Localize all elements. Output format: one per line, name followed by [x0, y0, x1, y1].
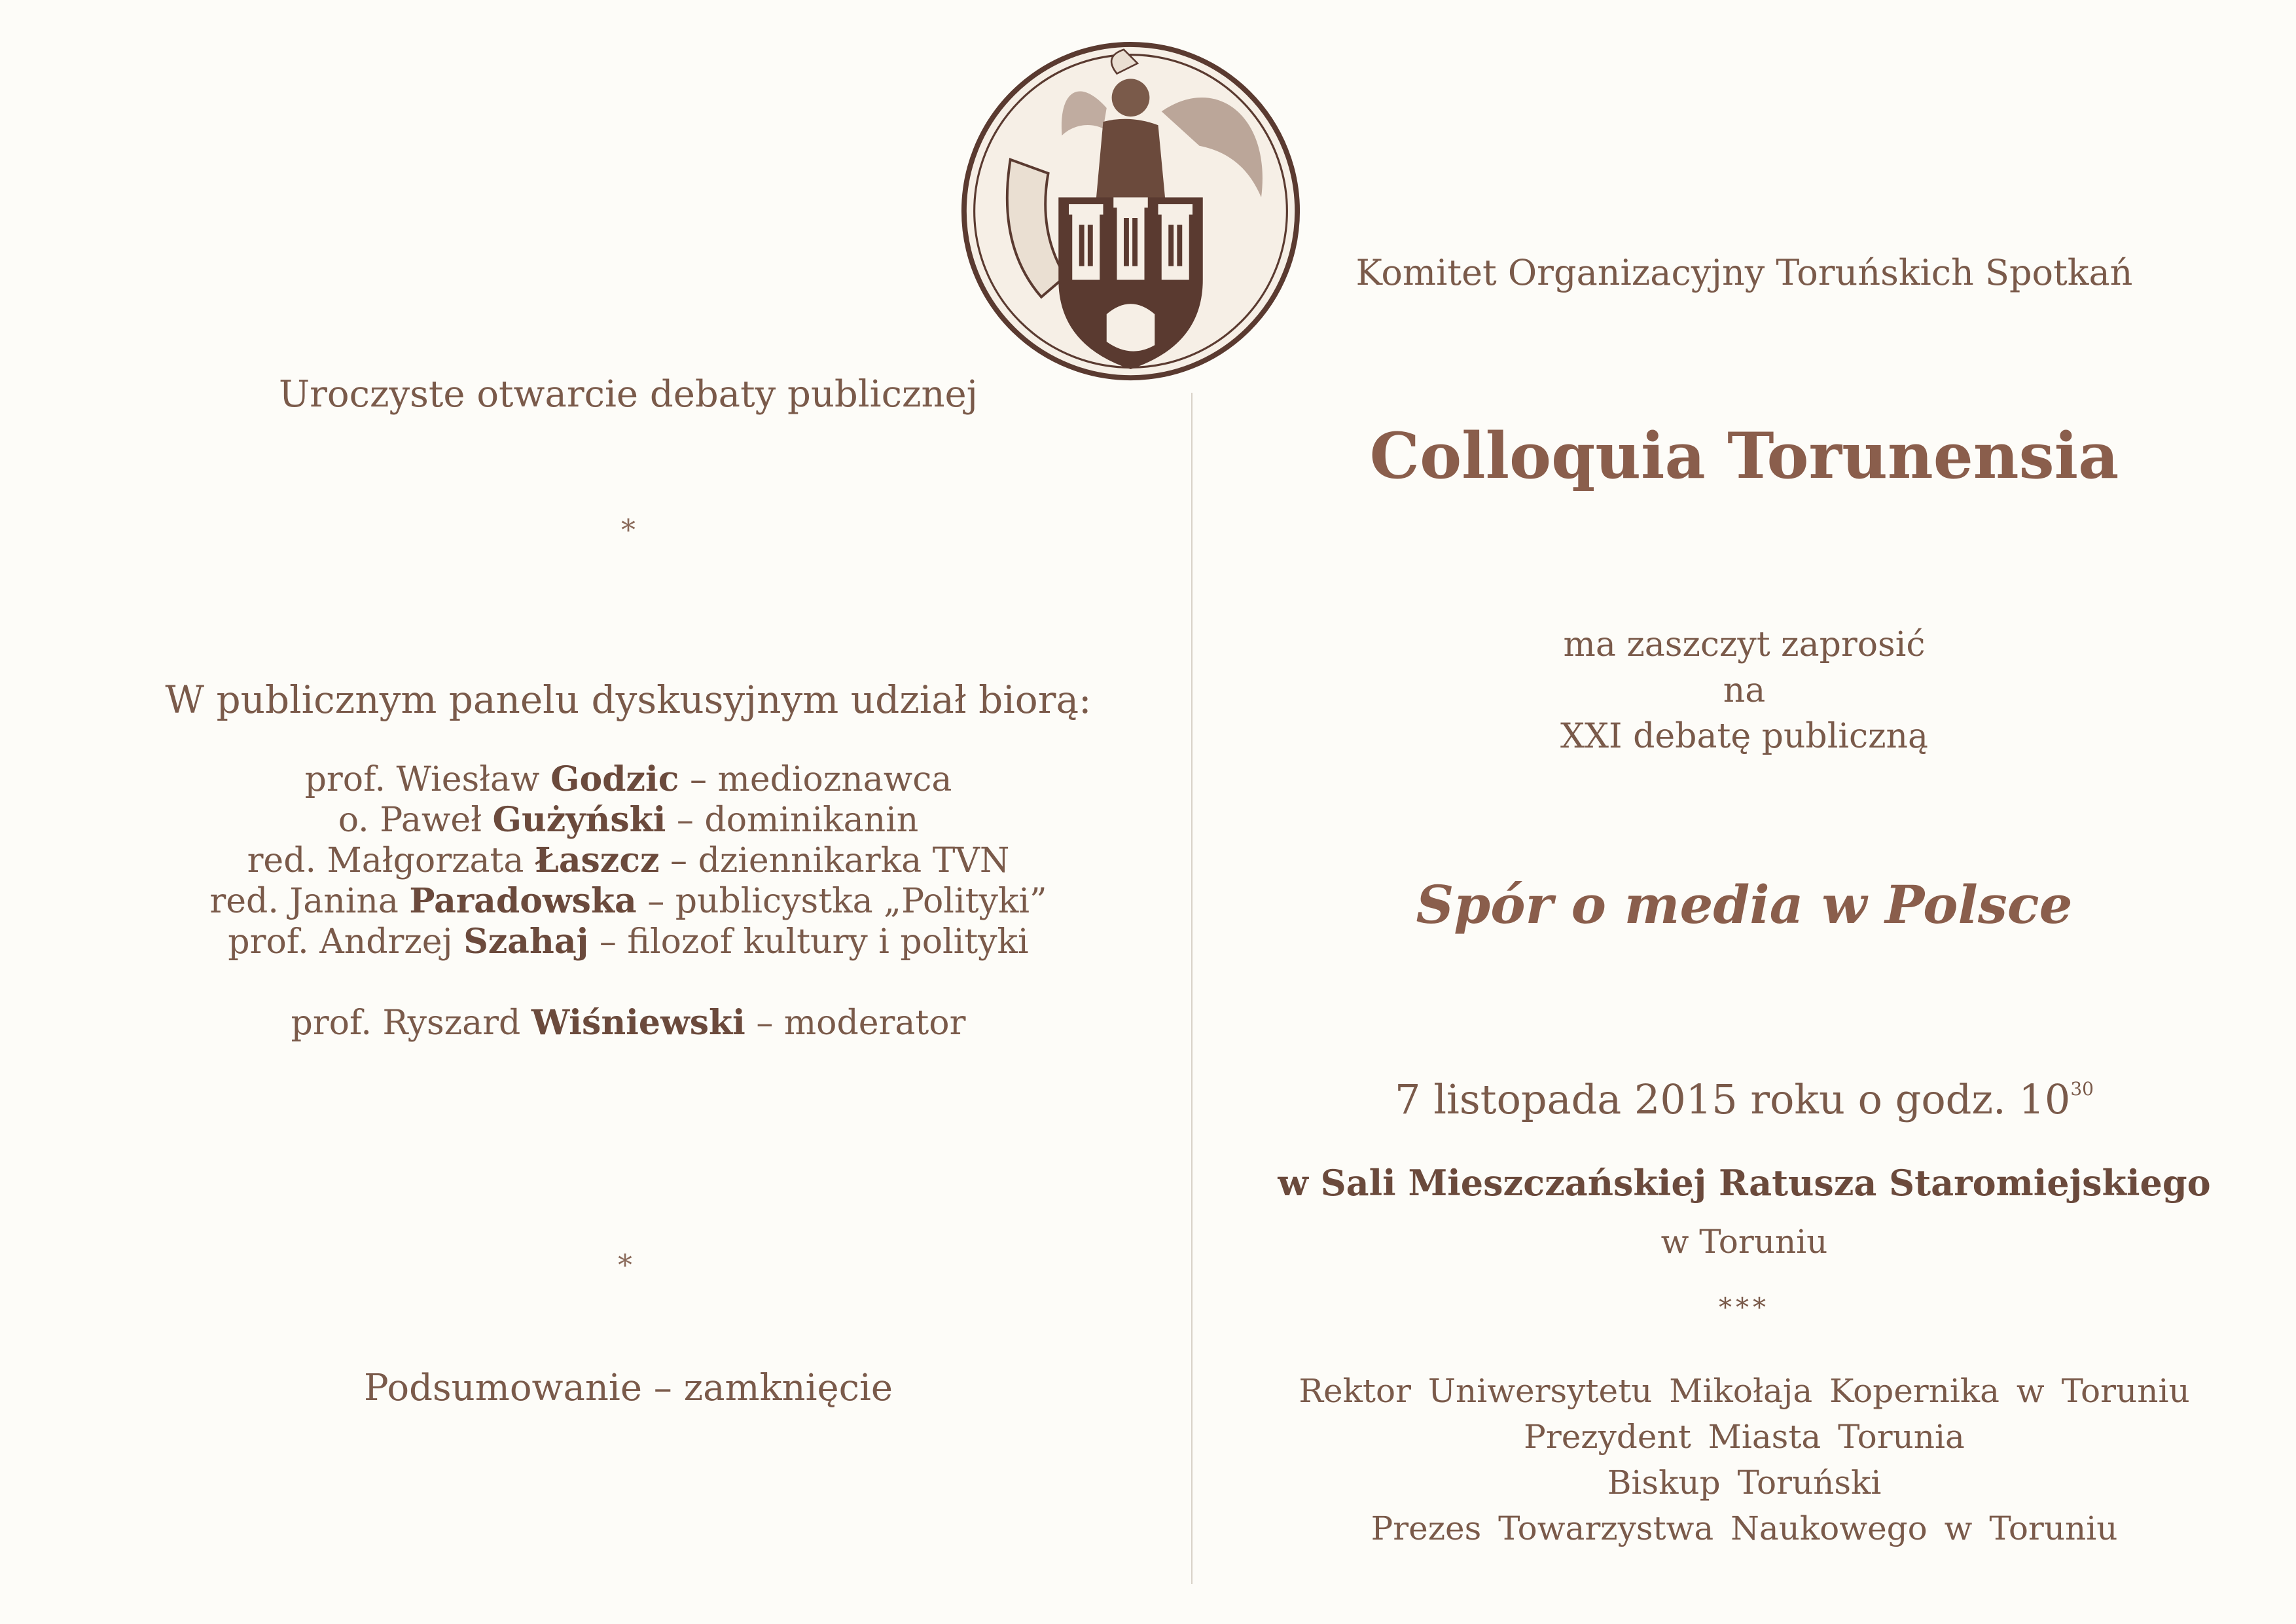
- closing-text: Podsumowanie – zamknięcie: [363, 1367, 893, 1409]
- event-time-minutes: 30: [2070, 1078, 2094, 1100]
- host-item: Prezydent Miasta Torunia: [1524, 1418, 1965, 1456]
- moderator-line: prof. Ryszard Wiśniewski – moderator: [291, 1003, 966, 1043]
- committee-name: Komitet Organizacyjny Toruńskich Spotkań: [1355, 252, 2133, 293]
- panelist-list: [131, 759, 1126, 962]
- panelist-item: red. Janina Paradowska – publicystka „Polityki”: [209, 881, 1047, 921]
- panelist-item: o. Paweł Gużyński – dominikanin: [338, 800, 919, 840]
- event-title: Colloquia Torunensia: [1369, 419, 2119, 493]
- event-venue: w Sali Mieszczańskiej Ratusza Staromiejskiego: [1278, 1162, 2211, 1204]
- page-fold-line: [1191, 393, 1193, 1584]
- star-separator: *: [621, 514, 636, 547]
- opening-heading: Uroczyste otwarcie debaty publicznej: [278, 373, 978, 416]
- invitation-line: ma zaszczyt zaprosić: [1563, 625, 1926, 664]
- event-city: w Toruniu: [1660, 1223, 1828, 1261]
- host-item: Biskup Toruński: [1607, 1464, 1882, 1502]
- torun-seal-icon: [959, 39, 1302, 383]
- host-item: Rektor Uniwersytetu Mikołaja Kopernika w Toruniu: [1299, 1372, 2190, 1410]
- panelist-item: prof. Andrzej Szahaj – filozof kultury i polityki: [228, 922, 1029, 962]
- host-item: Prezes Towarzystwa Naukowego w Toruniu: [1371, 1509, 2118, 1547]
- hosts-list: [1283, 1368, 2206, 1551]
- panel-intro: W publicznym panelu dyskusyjnym udział biorą:: [165, 677, 1092, 722]
- debate-topic: Spór o media w Polsce: [1416, 874, 2073, 935]
- event-date: 7 listopada 2015 roku o godz. $10^{30}$: [1395, 1075, 2094, 1123]
- invitation-text: [1374, 622, 2114, 759]
- star-separator: *: [618, 1249, 632, 1282]
- panelist-item: prof. Wiesław Godzic – medioznawca: [304, 759, 952, 799]
- invitation-line: na: [1723, 671, 1766, 710]
- panelist-item: red. Małgorzata Łaszcz – dziennikarka TVN: [247, 840, 1010, 880]
- invitation-line: XXI debatę publiczną: [1560, 717, 1928, 756]
- star-separator: ***: [1719, 1293, 1770, 1323]
